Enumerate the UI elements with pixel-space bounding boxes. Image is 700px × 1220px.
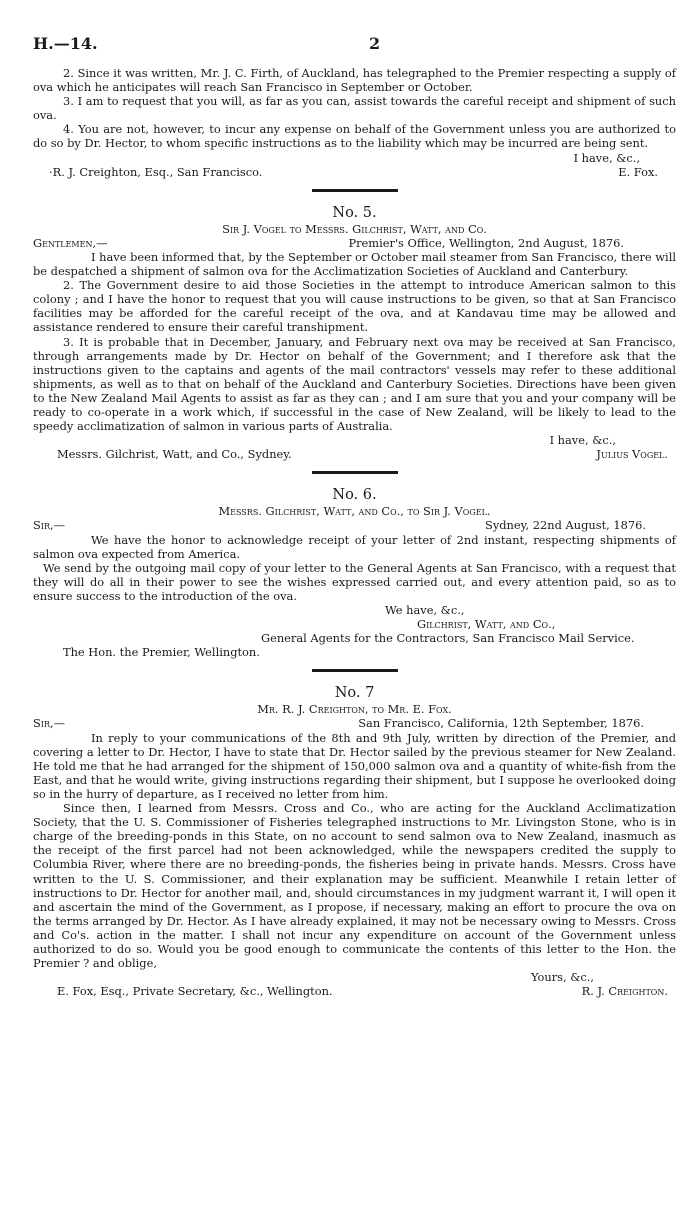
paragraph: 2. Since it was written, Mr. J. C. Firth, of Auckland, has telegraphed to the Premier respecting a supply of ova which he anticipates will reach San Francisco in September or October. (33, 66, 676, 95)
section-divider (312, 669, 398, 672)
letter-no5 (33, 204, 676, 462)
addressee: E. Fox, Esq., Private Secretary, &c., Wellington. (57, 984, 333, 999)
signature: Gilchrist, Watt, and Co., (417, 617, 556, 632)
document-number: No. 7 (334, 685, 375, 702)
report-reference: H.—14. (33, 34, 98, 53)
page-header (33, 34, 667, 56)
salutation-row (33, 236, 676, 250)
paragraph: In reply to your communications of the 8th and 9th July, written by direction of the Premier, and covering a letter to Dr. Hector, I have to state that Dr. Hector sailed by the previous steamer for New Zealand. He told me that he had arranged for the shipment of 150,000 salmon ova and a quantity of white-fish from the East, and that he would write, giving instructions regarding their shipment, but I suppose he overlooked doing so in the hurry of departure, as I received no letter from him. (33, 730, 676, 801)
salutation-row (33, 716, 676, 730)
paragraph: 3. It is probable that in December, January, and February next ova may be received at San Francisco, through arrangements made by Dr. Hector on behalf of the Government; and I therefore ask that the instructions given to the captains and agents of the mail contractors' vessels may refer to these additional shipments, as well as to that on behalf of the Auckland and Canterbury Societies. Directions have been given to the New Zealand Mail Agents to assist as far as they can ; and I am sure that you and your company will be ready to co-operate in a work which, if successful in the case of New Zealand, will be likely to lead to the speedy acclimatization of salmon in various parts of Australia. (33, 334, 676, 434)
closing: I have, &c., (549, 433, 616, 448)
salutation-row (33, 518, 676, 532)
page-number: 2 (369, 34, 381, 53)
salutation: Gentlemen,— (33, 235, 108, 250)
document-subtitle: Messrs. Gilchrist, Watt, and Co., to Sir J. Vogel. (218, 504, 491, 519)
paragraph: We have the honor to acknowledge receipt of your letter of 2nd instant, respecting shipments of salmon ova expected from America. (33, 532, 676, 561)
paragraph: 3. I am to request that you will, as far as you can, assist towards the careful receipt and shipment of such ova. (33, 94, 676, 123)
closing-row (33, 603, 676, 617)
addressee: Messrs. Gilchrist, Watt, and Co., Sydney. (57, 447, 292, 462)
signature: E. Fox. (618, 164, 658, 179)
signature-row (33, 617, 676, 631)
document-subtitle: Sir J. Vogel to Messrs. Gilchrist, Watt, and Co. (222, 221, 487, 236)
signature-row (33, 984, 676, 998)
document-number: No. 5. (332, 204, 377, 221)
paragraph: 4. You are not, however, to incur any expense on behalf of the Government unless you are authorized to do so by Dr. Hector, to whom specific instructions as to the liability which may be incurred are being sent. (33, 122, 676, 151)
closing: Yours, &c., (530, 970, 594, 985)
closing-row (33, 433, 676, 447)
document-number: No. 6. (332, 487, 377, 504)
closing-row (33, 970, 676, 984)
paragraph: I have been informed that, by the September or October mail steamer from San Francisco, there will be despatched a shipment of salmon ova for the Acclimatization Societies of Auckland and Canterbury. (33, 249, 676, 279)
signature: R. J. Creighton. (581, 984, 668, 999)
place-date: Premier's Office, Wellington, 2nd August, 1876. (348, 235, 624, 250)
letter-no4-continuation (33, 66, 676, 179)
paragraph: 2. The Government desire to aid those Societies in the attempt to introduce American salmon to this colony ; and I have the honor to request that you will cause instructions to be given, so that at San Francisco facilities may be afforded for the careful receipt of the ova, and at Kandavau time may be allowed and assistance rendered to ensure their careful transhipment. (33, 278, 676, 335)
closing: We have, &c., (385, 603, 465, 617)
letter-no6 (33, 486, 676, 659)
section-divider (312, 189, 398, 192)
addressee: The Hon. the Premier, Wellington. (63, 645, 260, 660)
place-date: San Francisco, California, 12th September, 1876. (358, 716, 644, 731)
salutation: Sir,— (33, 716, 65, 731)
paragraph: We send by the outgoing mail copy of your letter to the General Agents at San Francisco, with a request that they will do all in their power to see the wishes expressed carried out, and every attention paid, so as to ensure success to the introduction of the ova. (33, 560, 676, 603)
place-date: Sydney, 22nd August, 1876. (485, 518, 646, 533)
signature-row (33, 447, 676, 461)
signature-row (33, 165, 676, 179)
signature: Julius Vogel. (596, 447, 668, 462)
paragraph: Since then, I learned from Messrs. Cross and Co., who are acting for the Auckland Acclimatization Society, that the U. S. Commissioner of Fisheries telegraphed instructions to Mr. Livingston Stone, who is in charge of the breeding-ponds in this State, on no account to send salmon ova to New Zealand, inasmuch as the receipt of the first parcel had not been acknowledged, while the newspapers credited the supply to Columbia River, where there are no breeding-ponds, the fisheries being in private hands. Messrs. Cross have written to the U. S. Commissioner, and their explanation may be sufficient. Meanwhile I retain letter of instructions to Dr. Hector for another mail, and, should circumstances in my judgment warrant it, I will open it and ascertain the mind of the Government, as I propose, if necessary, making an effort to procure the ova on the terms arranged by Dr. Hector. As I have already explained, it may not be necessary owing to Messrs. Cross and Co's. action in the matter. I shall not incur any expenditure on account of the Government unless authorized to do so. Would you be good enough to communicate the contents of this letter to the Hon. the Premier ? and oblige, (33, 801, 676, 971)
document-body (33, 66, 676, 998)
signature-role: General Agents for the Contractors, San Francisco Mail Service. (261, 631, 635, 646)
addressee-row (33, 645, 676, 659)
addressee: ·R. J. Creighton, Esq., San Francisco. (49, 164, 263, 179)
section-divider (312, 471, 398, 474)
closing-row (33, 151, 676, 165)
document-subtitle: Mr. R. J. Creighton, to Mr. E. Fox. (257, 702, 452, 717)
letter-no7 (33, 684, 676, 998)
salutation: Sir,— (33, 518, 65, 533)
closing: I have, &c., (573, 150, 640, 165)
signature-role-row (33, 631, 676, 645)
